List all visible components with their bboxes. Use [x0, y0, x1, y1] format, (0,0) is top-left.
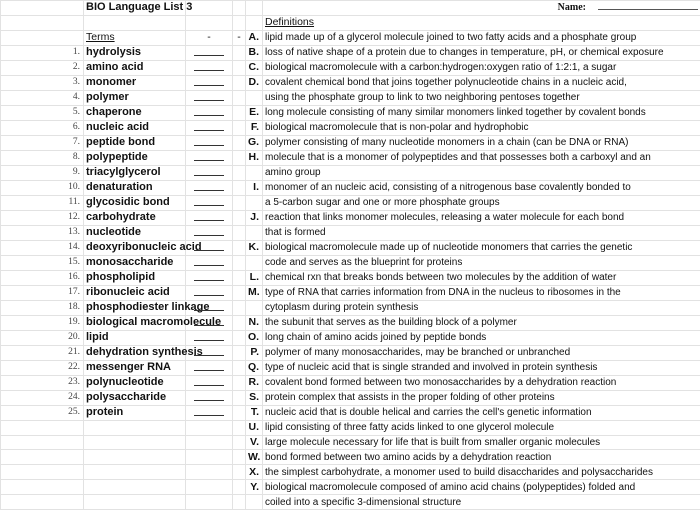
- table-row: [1, 300, 700, 315]
- table-row: [1, 30, 700, 45]
- answer-line[interactable]: [194, 121, 224, 131]
- answer-blank[interactable]: [186, 330, 233, 345]
- term-label: denaturation: [84, 180, 186, 195]
- empty-cell: [233, 135, 246, 150]
- table-row: [1, 285, 700, 300]
- empty-cell: [84, 420, 186, 435]
- term-number: 15.: [1, 255, 84, 270]
- term-label: polymer: [84, 90, 186, 105]
- term-number: 22.: [1, 360, 84, 375]
- empty-cell: [186, 495, 233, 510]
- table-row: [1, 255, 700, 270]
- table-row: [1, 240, 700, 255]
- definition-letter: X.: [246, 465, 263, 480]
- table-row: [1, 150, 700, 165]
- definition-text: covalent chemical bond that joins together polynucleotide chains in a nucleic acid,: [263, 75, 700, 90]
- table-row: [1, 330, 700, 345]
- answer-line[interactable]: [194, 346, 224, 356]
- table-row: [1, 90, 700, 105]
- table-row: [1, 165, 700, 180]
- definition-letter: [246, 90, 263, 105]
- term-number: 25.: [1, 405, 84, 420]
- definition-text: the simplest carbohydrate, a monomer used to build disaccharides and polysaccharides: [263, 465, 700, 480]
- term-label: hydrolysis: [84, 45, 186, 60]
- empty-cell: [233, 495, 246, 510]
- answer-line[interactable]: [194, 46, 224, 56]
- definition-letter: [246, 225, 263, 240]
- definition-letter: [246, 165, 263, 180]
- empty-cell: [233, 435, 246, 450]
- definition-letter: V.: [246, 435, 263, 450]
- definition-letter: H.: [246, 150, 263, 165]
- answer-blank[interactable]: [186, 90, 233, 105]
- empty-cell: [1, 465, 84, 480]
- term-label: deoxyribonucleic acid: [84, 240, 186, 255]
- name-label: Name:: [558, 2, 586, 13]
- answer-line[interactable]: [194, 151, 224, 161]
- term-number: 10.: [1, 180, 84, 195]
- answer-blank[interactable]: [186, 45, 233, 60]
- empty-cell: [1, 480, 84, 495]
- empty-cell: [1, 420, 84, 435]
- term-label: polynucleotide: [84, 375, 186, 390]
- definition-letter: [246, 255, 263, 270]
- term-number: 6.: [1, 120, 84, 135]
- definition-text: a 5-carbon sugar and one or more phosphate groups: [263, 195, 700, 210]
- definition-letter: C.: [246, 60, 263, 75]
- table-row: [1, 105, 700, 120]
- term-number: 18.: [1, 300, 84, 315]
- definition-text: nucleic acid that is double helical and carries the cell's genetic information: [263, 405, 700, 420]
- empty-cell: [186, 435, 233, 450]
- definition-letter: B.: [246, 45, 263, 60]
- answer-blank[interactable]: [186, 225, 233, 240]
- term-label: monomer: [84, 75, 186, 90]
- definition-text: molecule that is a monomer of polypeptides and that possesses both a carboxyl and an: [263, 150, 700, 165]
- table-row: [1, 345, 700, 360]
- term-label: phosphodiester linkage: [84, 300, 186, 315]
- table-row: [1, 480, 700, 495]
- definition-text: loss of native shape of a protein due to changes in temperature, pH, or chemical exposure: [263, 45, 700, 60]
- definition-text: type of RNA that carries information from DNA in the nucleus to ribosomes in the: [263, 285, 700, 300]
- answer-line[interactable]: [194, 226, 224, 236]
- definition-letter: Q.: [246, 360, 263, 375]
- answer-blank[interactable]: [186, 165, 233, 180]
- definition-letter: U.: [246, 420, 263, 435]
- empty-cell: [233, 375, 246, 390]
- definition-text: large molecule necessary for life that is built from smaller organic molecules: [263, 435, 700, 450]
- definition-text: amino group: [263, 165, 700, 180]
- definition-text: coiled into a specific 3-dimensional structure: [263, 495, 700, 510]
- definition-letter: [246, 195, 263, 210]
- table-row: [1, 420, 700, 435]
- empty-cell: [233, 480, 246, 495]
- empty-cell: [84, 465, 186, 480]
- term-label: glycosidic bond: [84, 195, 186, 210]
- term-number: 1.: [1, 45, 84, 60]
- answer-blank[interactable]: [186, 375, 233, 390]
- definition-text: biological macromolecule that is non-polar and hydrophobic: [263, 120, 700, 135]
- definition-text: the subunit that serves as the building block of a polymer: [263, 315, 700, 330]
- term-label: messenger RNA: [84, 360, 186, 375]
- empty-cell: [233, 465, 246, 480]
- term-label: ribonucleic acid: [84, 285, 186, 300]
- name-line[interactable]: [598, 9, 698, 10]
- term-number: 9.: [1, 165, 84, 180]
- answer-blank[interactable]: [186, 105, 233, 120]
- table-row: [1, 465, 700, 480]
- answer-line[interactable]: [194, 286, 224, 296]
- definition-letter: L.: [246, 270, 263, 285]
- empty-cell: [233, 270, 246, 285]
- answer-line[interactable]: [194, 256, 224, 266]
- term-number: 14.: [1, 240, 84, 255]
- empty-cell: [233, 390, 246, 405]
- definition-letter: O.: [246, 330, 263, 345]
- term-number: 5.: [1, 105, 84, 120]
- table-row: [1, 210, 700, 225]
- definition-text: reaction that links monomer molecules, releasing a water molecule for each bond: [263, 210, 700, 225]
- term-number: 23.: [1, 375, 84, 390]
- empty-cell: [233, 180, 246, 195]
- answer-line[interactable]: [194, 106, 224, 116]
- answer-line[interactable]: [194, 301, 224, 311]
- empty-cell: [84, 495, 186, 510]
- table-row: [1, 195, 700, 210]
- definition-text: biological macromolecule made up of nucleotide monomers that carries the genetic: [263, 240, 700, 255]
- definition-text: type of nucleic acid that is single stranded and involved in protein synthesis: [263, 360, 700, 375]
- term-label: monosaccharide: [84, 255, 186, 270]
- term-label: amino acid: [84, 60, 186, 75]
- answer-blank[interactable]: [186, 390, 233, 405]
- definition-text: polymer consisting of many nucleotide monomers in a chain (can be DNA or RNA): [263, 135, 700, 150]
- table-row: [1, 405, 700, 420]
- terms-header: Terms: [84, 30, 186, 45]
- table-row: [1, 390, 700, 405]
- term-label: biological macromolecule: [84, 315, 186, 330]
- answer-line[interactable]: [194, 316, 224, 326]
- answer-blank[interactable]: [186, 360, 233, 375]
- dash-mark: -: [233, 30, 246, 45]
- empty-cell: [186, 450, 233, 465]
- empty-cell: [233, 75, 246, 90]
- term-label: carbohydrate: [84, 210, 186, 225]
- answer-blank[interactable]: [186, 210, 233, 225]
- term-number: 11.: [1, 195, 84, 210]
- definition-text: chemical rxn that breaks bonds between two molecules by the addition of water: [263, 270, 700, 285]
- empty-cell: [84, 435, 186, 450]
- definitions-header: Definitions: [263, 15, 700, 30]
- definition-letter: R.: [246, 375, 263, 390]
- answer-blank[interactable]: [186, 180, 233, 195]
- table-row: [1, 75, 700, 90]
- definition-letter: A.: [246, 30, 263, 45]
- empty-cell: [233, 360, 246, 375]
- term-number: 19.: [1, 315, 84, 330]
- term-number: 2.: [1, 60, 84, 75]
- table-row: [1, 270, 700, 285]
- table-row: [1, 315, 700, 330]
- term-label: protein: [84, 405, 186, 420]
- definition-letter: [246, 300, 263, 315]
- answer-line[interactable]: [194, 181, 224, 191]
- table-row: [1, 375, 700, 390]
- term-number: 7.: [1, 135, 84, 150]
- definition-letter: Y.: [246, 480, 263, 495]
- term-number: 17.: [1, 285, 84, 300]
- empty-cell: [1, 450, 84, 465]
- table-row: [1, 180, 700, 195]
- empty-cell: [233, 225, 246, 240]
- term-number: 21.: [1, 345, 84, 360]
- empty-cell: [186, 480, 233, 495]
- empty-cell: [233, 450, 246, 465]
- answer-line[interactable]: [194, 76, 224, 86]
- answer-line[interactable]: [194, 376, 224, 386]
- empty-cell: [84, 450, 186, 465]
- answer-blank[interactable]: [186, 75, 233, 90]
- answer-line[interactable]: [194, 196, 224, 206]
- empty-cell: [233, 255, 246, 270]
- table-row: [1, 45, 700, 60]
- definition-text: code and serves as the blueprint for proteins: [263, 255, 700, 270]
- empty-cell: [233, 150, 246, 165]
- term-number: 13.: [1, 225, 84, 240]
- definition-letter: I.: [246, 180, 263, 195]
- empty-cell: [233, 45, 246, 60]
- answer-blank[interactable]: [186, 120, 233, 135]
- term-label: nucleotide: [84, 225, 186, 240]
- answer-blank[interactable]: [186, 270, 233, 285]
- answer-line[interactable]: [194, 331, 224, 341]
- answer-blank[interactable]: [186, 405, 233, 420]
- definition-text: protein complex that assists in the proper folding of other proteins: [263, 390, 700, 405]
- definition-text: that is formed: [263, 225, 700, 240]
- table-row: [1, 135, 700, 150]
- empty-cell: [1, 435, 84, 450]
- definition-letter: D.: [246, 75, 263, 90]
- definition-text: lipid consisting of three fatty acids linked to one glycerol molecule: [263, 420, 700, 435]
- definition-letter: W.: [246, 450, 263, 465]
- empty-cell: [233, 165, 246, 180]
- definition-letter: G.: [246, 135, 263, 150]
- term-label: dehydration synthesis: [84, 345, 186, 360]
- table-row: [1, 360, 700, 375]
- term-label: lipid: [84, 330, 186, 345]
- answer-line[interactable]: [194, 136, 224, 146]
- definition-text: monomer of an nucleic acid, consisting of a nitrogenous base covalently bonded to: [263, 180, 700, 195]
- name-field[interactable]: [263, 1, 700, 16]
- empty-cell: [233, 60, 246, 75]
- definition-text: biological macromolecule with a carbon:hydrogen:oxygen ratio of 1:2:1, a sugar: [263, 60, 700, 75]
- answer-blank[interactable]: [186, 135, 233, 150]
- definition-text: long chain of amino acids joined by peptide bonds: [263, 330, 700, 345]
- answer-line[interactable]: [194, 241, 224, 251]
- definition-letter: F.: [246, 120, 263, 135]
- term-label: polysaccharide: [84, 390, 186, 405]
- term-number: 24.: [1, 390, 84, 405]
- term-label: nucleic acid: [84, 120, 186, 135]
- definition-text: lipid made up of a glycerol molecule joined to two fatty acids and a phosphate group: [263, 30, 700, 45]
- answer-blank[interactable]: [186, 255, 233, 270]
- definition-text: cytoplasm during protein synthesis: [263, 300, 700, 315]
- definition-letter: K.: [246, 240, 263, 255]
- answer-line[interactable]: [194, 211, 224, 221]
- answer-line[interactable]: [194, 166, 224, 176]
- empty-cell: [233, 405, 246, 420]
- definition-letter: E.: [246, 105, 263, 120]
- answer-blank[interactable]: [186, 285, 233, 300]
- empty-cell: [1, 30, 84, 45]
- term-label: triacylglycerol: [84, 165, 186, 180]
- definition-letter: J.: [246, 210, 263, 225]
- definition-text: bond formed between two amino acids by a dehydration reaction: [263, 450, 700, 465]
- answer-line[interactable]: [194, 391, 224, 401]
- term-label: chaperone: [84, 105, 186, 120]
- term-number: 12.: [1, 210, 84, 225]
- definition-letter: N.: [246, 315, 263, 330]
- answer-blank[interactable]: [186, 195, 233, 210]
- definition-letter: T.: [246, 405, 263, 420]
- empty-cell: [233, 105, 246, 120]
- table-row: [1, 495, 700, 510]
- table-row: [1, 120, 700, 135]
- empty-cell: [84, 480, 186, 495]
- term-number: 3.: [1, 75, 84, 90]
- table-row: [1, 435, 700, 450]
- answer-line[interactable]: [194, 361, 224, 371]
- table-row: [1, 225, 700, 240]
- empty-cell: [233, 315, 246, 330]
- definition-letter: [246, 495, 263, 510]
- term-label: peptide bond: [84, 135, 186, 150]
- term-number: 8.: [1, 150, 84, 165]
- empty-cell: [233, 285, 246, 300]
- table-row: [1, 450, 700, 465]
- definition-text: long molecule consisting of many similar monomers linked together by covalent bonds: [263, 105, 700, 120]
- empty-cell: [233, 240, 246, 255]
- definition-letter: S.: [246, 390, 263, 405]
- term-number: 16.: [1, 270, 84, 285]
- empty-cell: [186, 420, 233, 435]
- empty-cell: [233, 330, 246, 345]
- term-label: phospholipid: [84, 270, 186, 285]
- definition-text: biological macromolecule composed of amino acid chains (polypeptides) folded and: [263, 480, 700, 495]
- empty-cell: [233, 210, 246, 225]
- empty-cell: [233, 195, 246, 210]
- worksheet-title: BIO Language List 3: [84, 1, 186, 16]
- answer-line[interactable]: [194, 91, 224, 101]
- empty-cell: [186, 465, 233, 480]
- empty-cell: [233, 300, 246, 315]
- table-row: [1, 60, 700, 75]
- term-number: 20.: [1, 330, 84, 345]
- definition-text: using the phosphate group to link to two neighboring pentoses together: [263, 90, 700, 105]
- empty-cell: [233, 345, 246, 360]
- term-number: 4.: [1, 90, 84, 105]
- definition-text: covalent bond formed between two monosaccharides by a dehydration reaction: [263, 375, 700, 390]
- definition-letter: P.: [246, 345, 263, 360]
- empty-cell: [233, 420, 246, 435]
- term-label: polypeptide: [84, 150, 186, 165]
- answer-line[interactable]: [194, 61, 224, 71]
- empty-cell: [233, 120, 246, 135]
- answer-line[interactable]: [194, 406, 224, 416]
- answer-blank[interactable]: [186, 150, 233, 165]
- definition-letter: M.: [246, 285, 263, 300]
- empty-cell: [1, 495, 84, 510]
- answer-blank[interactable]: [186, 60, 233, 75]
- empty-cell: [233, 90, 246, 105]
- dash-mark: -: [186, 30, 233, 45]
- definition-text: polymer of many monosaccharides, may be branched or unbranched: [263, 345, 700, 360]
- answer-line[interactable]: [194, 271, 224, 281]
